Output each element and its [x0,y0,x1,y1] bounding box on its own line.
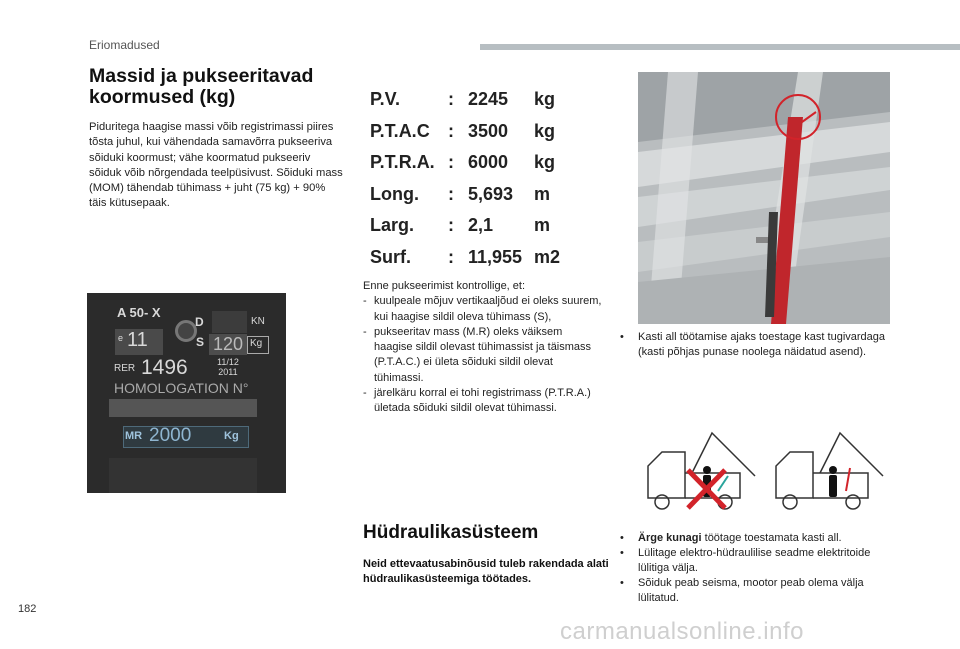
weights-sep: : [448,120,454,141]
weights-value: 11,955 [468,246,523,267]
plate-s-label: S [196,335,205,349]
section-label: Eriomadused [89,38,160,52]
list-item: • Sõiduk peab seisma, mootor peab olema välja lülitatud. [620,577,864,604]
check-item: - kuulpeale mõjuv vertikaaljõud ei oleks suurem, kui haagise sildil oleva tühimass (S), [363,295,602,323]
weights-sep: : [448,152,454,173]
list-item: • Ärge kunagi töötage toestamata kasti all. [620,532,842,544]
plate-rivet [175,320,197,342]
weights-sep: : [448,246,454,267]
weights-key: P.T.R.A. [370,152,435,173]
plate-date: 11/12 2011 [217,357,239,377]
list-item: • Kasti all töötamise ajaks toestage kast tugivardaga (kasti põhjas punase noolega näidatud asend). [620,331,886,358]
manufacturer-plate-image [87,293,286,493]
weights-row [370,242,610,274]
towing-checks [363,279,603,417]
plate-s-unit: Kg [250,338,263,349]
tipper-truck-illustration [640,428,890,520]
weights-sep: : [448,89,454,110]
weights-unit: m2 [534,246,561,267]
plate-e-number: 11 [127,329,148,351]
weights-value: 6000 [468,152,509,173]
plate-d-label: D [195,315,204,329]
weights-sep: : [448,183,454,204]
weights-value: 5,693 [468,183,514,204]
weights-table [370,84,610,273]
weights-sep: : [448,215,454,236]
weights-key: Surf. [370,246,412,267]
plate-rer-number: 1496 [141,356,188,379]
tipper-trucks-icon [640,428,890,520]
weights-unit: kg [534,89,556,110]
page-title: Massid ja pukseeritavad koormused (kg) [89,65,314,108]
plate-mr-label: MR [125,430,143,442]
weights-value: 2245 [468,89,509,110]
weights-row [370,179,610,211]
plate-s-value: 120 [213,334,244,354]
weights-row [370,116,610,148]
support-rod-bullets [620,330,890,360]
list-item: • Lülitage elektro-hüdraulilise seadme elektritoide lülitiga välja. [620,547,871,574]
weights-unit: kg [534,120,556,141]
weights-key: P.V. [370,89,401,110]
plate-blank-field [109,399,257,417]
weights-value: 3500 [468,120,509,141]
weights-key: Long. [370,183,419,204]
plate-mr-value: 2000 [149,425,192,446]
plate-d-box [212,311,247,333]
page-number: 182 [18,603,37,615]
hydraulic-warning: Neid ettevaatusabinõusid tuleb rakendada alati hüdraulikasüsteemiga töötades. [363,558,609,585]
plate-lower-field [109,458,257,493]
weights-unit: m [534,215,551,236]
weights-key: P.T.A.C [370,120,430,141]
hydraulic-bullets [620,531,895,606]
header-divider [480,44,960,50]
checks-intro: Enne pukseerimist kontrollige, et: [363,280,526,292]
support-rod-photo [638,72,890,324]
weights-key: Larg. [370,215,415,236]
plate-kn-label: KN [251,316,265,327]
plate-mr-unit: Kg [224,430,239,442]
weights-row [370,84,610,116]
support-rod-illustration [638,72,890,324]
weights-unit: kg [534,152,556,173]
weights-row [370,147,610,179]
check-item: - järelkäru korral ei tohi registrimass (P.T.R.A.) ületada sõiduki sildil olevat tühimassi. [363,387,591,415]
weights-value: 2,1 [468,215,494,236]
hydraulic-heading: Hüdraulikasüsteem [363,522,539,543]
check-item: - pukseeritav mass (M.R) oleks väiksem haagise sildil olevast tühimassist ja täismass (P.T.A.C.) ei ületa sõiduki sildil olevat tühimassi. [363,325,592,384]
plate-homologation: HOMOLOGATION N° [114,380,249,396]
weights-unit: m [534,183,551,204]
watermark: carmanualsonline.info [560,618,804,645]
weights-row [370,210,610,242]
plate-e-prefix: e [118,333,124,343]
intro-paragraph: Piduritega haagise massi võib registrimassi piires tõsta juhul, kui vähendada samavõrra pukseeriva sõiduki koormust; vähe koormatud pukseeriv sõiduk võib nõrgendada teelpüsivust. Sõiduki mass (MOM) tähendab tühimass + juht (75 kg) + 90% täis kütusepaak. [89,121,343,210]
plate-model: A 50- X [117,305,161,320]
plate-rer-label: RER [114,363,136,374]
